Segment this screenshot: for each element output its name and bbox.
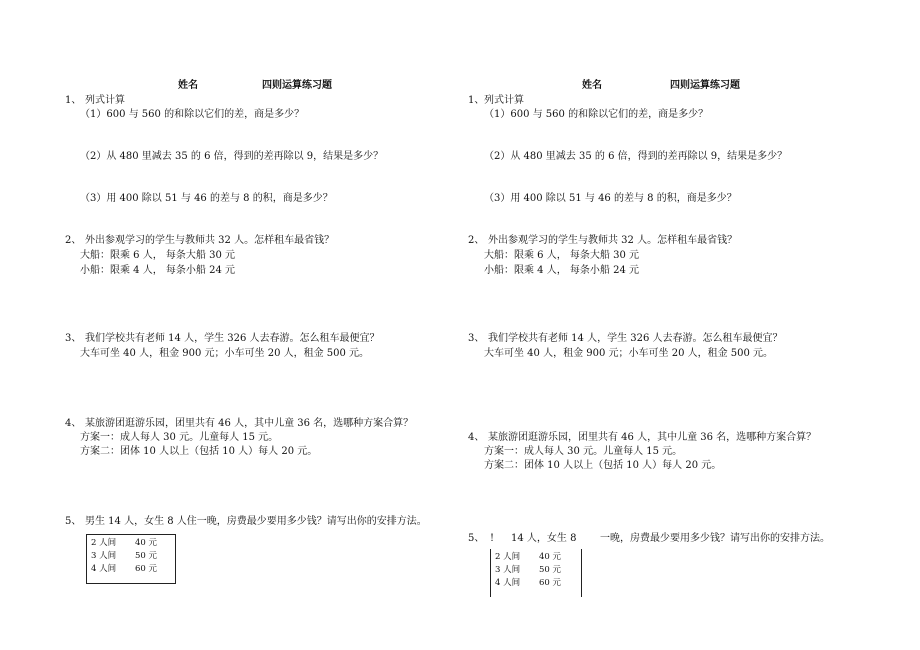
q3-number: 3、 xyxy=(65,333,82,344)
q2-text: 外出参观学习的学生与教师共 32 人。怎样租车最省钱？ xyxy=(488,235,738,246)
q3-number: 3、 xyxy=(468,333,485,344)
q4-number: 4、 xyxy=(468,432,485,443)
q2-line1: 大船：限乘 6 人， 每条大船 30 元 xyxy=(80,250,235,261)
q4-line1: 方案一：成人每人 30 元。儿童每人 15 元。 xyxy=(80,432,279,443)
q4-number: 4、 xyxy=(65,418,82,429)
table-row xyxy=(87,550,175,563)
table-row xyxy=(491,551,581,564)
table-row xyxy=(491,577,581,590)
q1-sub1: （1）600 与 560 的和除以它们的差，商是多少？ xyxy=(80,109,305,120)
q3-line1: 大车可坐 40 人，租金 900 元；小车可坐 20 人，租金 500 元。 xyxy=(484,348,774,359)
q5-number: 5、 xyxy=(468,533,485,544)
room-price-table xyxy=(490,549,582,597)
q4-line1: 方案一：成人每人 30 元。儿童每人 15 元。 xyxy=(484,446,683,457)
table-row xyxy=(87,537,175,550)
q1-sub3: （3）用 400 除以 51 与 46 的差与 8 的积，商是多少？ xyxy=(80,193,333,204)
room-price: 60 元 xyxy=(539,578,562,588)
table-row xyxy=(87,563,175,576)
q1-number: 1、 xyxy=(468,95,485,106)
q5-text-fragment: 14 人，女生 8 xyxy=(511,533,577,544)
worksheet-title: 四则运算练习题 xyxy=(670,80,740,91)
q1-sub2: （2）从 480 里减去 35 的 6 倍，得到的差再除以 9，结果是多少？ xyxy=(484,151,788,162)
q5-text-fragment: 一晚，房费最少要用多少钱？请写出你的安排方法。 xyxy=(600,533,830,544)
room-price: 50 元 xyxy=(135,551,158,561)
right-worksheet xyxy=(460,0,920,650)
name-label: 姓名 xyxy=(178,80,198,91)
q4-text: 某旅游团逛游乐园，团里共有 46 人，其中儿童 36 名，选哪种方案合算？ xyxy=(85,418,414,429)
q5-number: 5、 xyxy=(65,516,82,527)
q1-sub3: （3）用 400 除以 51 与 46 的差与 8 的积，商是多少？ xyxy=(484,193,737,204)
q4-text: 某旅游团逛游乐园，团里共有 46 人，其中儿童 36 名，选哪种方案合算？ xyxy=(488,432,817,443)
room-type: 3 人间 xyxy=(495,565,521,575)
room-type: 2 人间 xyxy=(91,538,117,548)
q4-line2: 方案二：团体 10 人以上（包括 10 人）每人 20 元。 xyxy=(80,446,318,457)
q5-text-fragment: ! xyxy=(490,533,495,544)
room-price: 60 元 xyxy=(135,564,158,574)
q1-number: 1、 xyxy=(65,95,82,106)
q3-text: 我们学校共有老师 14 人，学生 326 人去春游。怎么租车最便宜？ xyxy=(488,333,783,344)
room-type: 3 人间 xyxy=(91,551,117,561)
q2-number: 2、 xyxy=(468,235,485,246)
q2-number: 2、 xyxy=(65,235,82,246)
q4-line2: 方案二：团体 10 人以上（包括 10 人）每人 20 元。 xyxy=(484,460,722,471)
room-type: 2 人间 xyxy=(495,552,521,562)
q2-line2: 小船：限乘 4 人， 每条小船 24 元 xyxy=(80,265,235,276)
table-row xyxy=(491,564,581,577)
room-price: 50 元 xyxy=(539,565,562,575)
q1-sub1: （1）600 与 560 的和除以它们的差，商是多少？ xyxy=(484,109,709,120)
q1-title: 列式计算 xyxy=(85,95,125,106)
room-type: 4 人间 xyxy=(91,564,117,574)
room-price-table xyxy=(86,534,176,584)
room-type: 4 人间 xyxy=(495,578,521,588)
room-price: 40 元 xyxy=(539,552,562,562)
q5-text: 男生 14 人，女生 8 人住一晚，房费最少要用多少钱？请写出你的安排方法。 xyxy=(85,516,427,527)
q1-sub2: （2）从 480 里减去 35 的 6 倍，得到的差再除以 9，结果是多少？ xyxy=(80,151,384,162)
q2-line1: 大船：限乘 6 人， 每条大船 30 元 xyxy=(484,250,639,261)
name-label: 姓名 xyxy=(582,80,602,91)
q3-text: 我们学校共有老师 14 人，学生 326 人去春游。怎么租车最便宜？ xyxy=(85,333,380,344)
q3-line1: 大车可坐 40 人，租金 900 元；小车可坐 20 人，租金 500 元。 xyxy=(80,348,370,359)
q1-title: 列式计算 xyxy=(484,95,524,106)
room-price: 40 元 xyxy=(135,538,158,548)
worksheet-title: 四则运算练习题 xyxy=(262,80,332,91)
q2-text: 外出参观学习的学生与教师共 32 人。怎样租车最省钱？ xyxy=(85,235,335,246)
q2-line2: 小船：限乘 4 人， 每条小船 24 元 xyxy=(484,265,639,276)
